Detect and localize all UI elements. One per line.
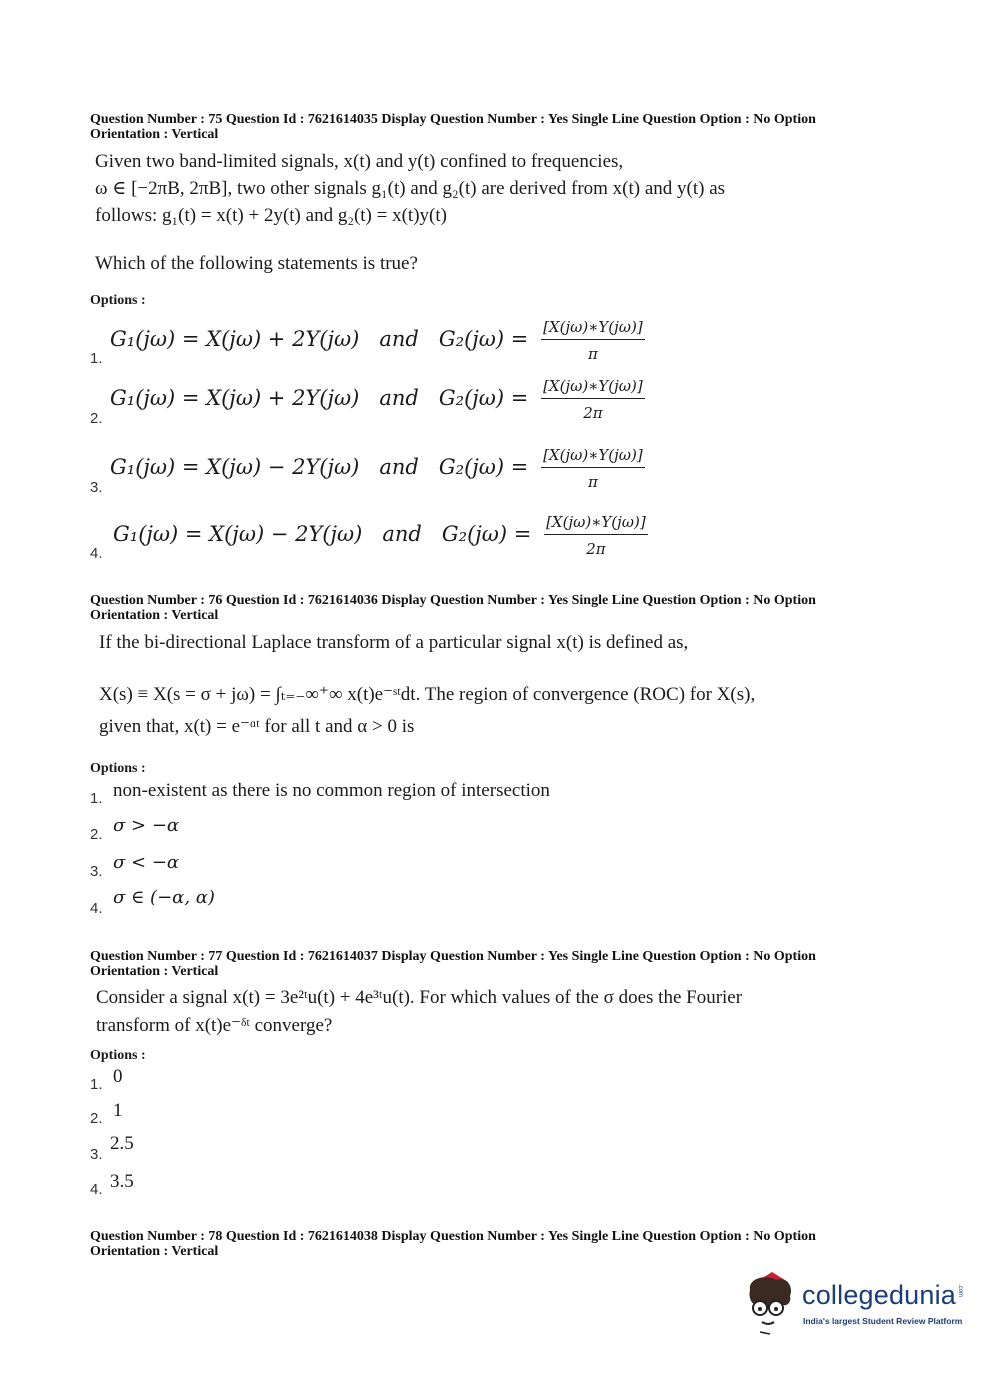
question-77-meta: Question Number : 77 Question Id : 7621614037 Display Question Number : Yes Single Line Question Option : No Option Orientation : Vertical <box>90 949 816 979</box>
q75-option-3-and: and <box>379 455 419 479</box>
question-75-prompt: Which of the following statements is true? <box>95 253 418 274</box>
question-75-line-2: ω ∈ [−2πB, 2πB], two other signals g₁(t) and g₂(t) are derived from x(t) and y(t) as <box>95 178 726 199</box>
q75-option-1-g2: G₂(jω) = <box>438 327 529 351</box>
question-78-meta: Question Number : 78 Question Id : 7621614038 Display Question Number : Yes Single Line Question Option : No Option Orientation : Vertical <box>90 1229 816 1259</box>
q75-option-3-g2: G₂(jω) = <box>438 455 529 479</box>
q75-option-1-number: 1. <box>90 350 103 367</box>
logo-mascot-icon <box>742 1268 800 1338</box>
q77-option-2[interactable]: 1 <box>113 1100 123 1121</box>
q75-option-3[interactable] <box>110 446 645 491</box>
question-77-line-2: transform of x(t)e⁻ᵟᵗ converge? <box>96 1015 333 1036</box>
question-76-meta: Question Number : 76 Question Id : 7621614036 Display Question Number : Yes Single Line Question Option : No Option Orientation : Vertical <box>90 593 816 623</box>
question-76-line-2: X(s) ≡ X(s = σ + jω) = ∫ₜ₌₋∞⁺∞ x(t)e⁻ˢᵗdt. The region of convergence (ROC) for X(s), <box>99 684 756 705</box>
question-76-line-1: If the bi-directional Laplace transform of a particular signal x(t) is defined as, <box>99 632 689 653</box>
q77-option-3-number: 3. <box>90 1146 103 1163</box>
q76-option-1-number: 1. <box>90 790 103 807</box>
q75-option-2-g2: G₂(jω) = <box>438 386 529 410</box>
question-75-text <box>95 148 855 229</box>
q75-option-4[interactable] <box>113 513 648 558</box>
q75-option-4-g2: G₂(jω) = <box>441 522 532 546</box>
q77-option-2-number: 2. <box>90 1110 103 1127</box>
q75-option-2-number: 2. <box>90 410 103 427</box>
q76-option-1[interactable]: non-existent as there is no common region of intersection <box>113 780 550 801</box>
q76-option-3-number: 3. <box>90 863 103 880</box>
q75-option-3-g1: G₁(jω) = X(jω) − 2Y(jω) <box>110 455 360 479</box>
q77-option-3[interactable]: 2.5 <box>110 1133 134 1154</box>
q76-option-4-number: 4. <box>90 900 103 917</box>
collegedunia-logo <box>742 1268 972 1338</box>
q75-option-3-number: 3. <box>90 479 103 496</box>
q75-option-2-g1: G₁(jω) = X(jω) + 2Y(jω) <box>110 386 360 410</box>
q75-option-4-g1: G₁(jω) = X(jω) − 2Y(jω) <box>113 522 363 546</box>
q75-option-4-fraction <box>544 513 648 558</box>
question-75-line-3: follows: g₁(t) = x(t) + 2y(t) and g₂(t) = x(t)y(t) <box>95 205 447 226</box>
q75-option-1[interactable] <box>110 318 645 363</box>
q75-option-3-numerator: [X(jω)∗Y(jω)] <box>541 446 645 468</box>
question-77-line-1: Consider a signal x(t) = 3e²ᵗu(t) + 4e³ᵗu(t). For which values of the σ does the Fourier <box>96 987 743 1008</box>
q77-option-1-number: 1. <box>90 1076 103 1093</box>
question-76-line-3: given that, x(t) = e⁻ᵅᵗ for all t and α > 0 is <box>99 716 415 737</box>
q75-option-1-numerator: [X(jω)∗Y(jω)] <box>541 318 645 340</box>
q75-option-2-fraction <box>541 377 645 422</box>
q75-option-1-g1: G₁(jω) = X(jω) + 2Y(jω) <box>110 327 360 351</box>
q77-option-4-number: 4. <box>90 1181 103 1198</box>
logo-tld: .com <box>957 1284 963 1298</box>
question-77-options-label: Options : <box>90 1048 146 1063</box>
q76-option-2-number: 2. <box>90 826 103 843</box>
q75-option-4-numerator: [X(jω)∗Y(jω)] <box>544 513 648 535</box>
q75-option-2[interactable] <box>110 377 645 422</box>
q75-option-3-denominator: π <box>587 473 598 491</box>
q75-option-2-and: and <box>379 386 419 410</box>
q75-option-4-number: 4. <box>90 545 103 562</box>
logo-tagline: India's largest Student Review Platform <box>803 1316 963 1326</box>
q75-option-2-numerator: [X(jω)∗Y(jω)] <box>541 377 645 399</box>
question-75-line-1: Given two band-limited signals, x(t) and y(t) confined to frequencies, <box>95 151 624 172</box>
q75-option-4-denominator: 2π <box>586 540 606 558</box>
question-75-options-label: Options : <box>90 293 146 308</box>
question-76-options-label: Options : <box>90 761 146 776</box>
logo-wordmark: collegedunia <box>802 1280 957 1310</box>
q75-option-4-and: and <box>382 522 422 546</box>
q76-option-2[interactable]: σ > −α <box>113 815 180 836</box>
q76-option-4[interactable]: σ ∈ (−α, α) <box>113 887 215 908</box>
q75-option-1-denominator: π <box>587 345 598 363</box>
q75-option-1-fraction <box>541 318 645 363</box>
q75-option-3-fraction <box>541 446 645 491</box>
q75-option-1-and: and <box>379 327 419 351</box>
q77-option-1[interactable]: 0 <box>113 1066 123 1087</box>
q77-option-4[interactable]: 3.5 <box>110 1171 134 1192</box>
q76-option-3[interactable]: σ < −α <box>113 852 180 873</box>
q75-option-2-denominator: 2π <box>583 404 603 422</box>
question-75-meta: Question Number : 75 Question Id : 7621614035 Display Question Number : Yes Single Line Question Option : No Option Orientation : Vertical <box>90 112 816 142</box>
